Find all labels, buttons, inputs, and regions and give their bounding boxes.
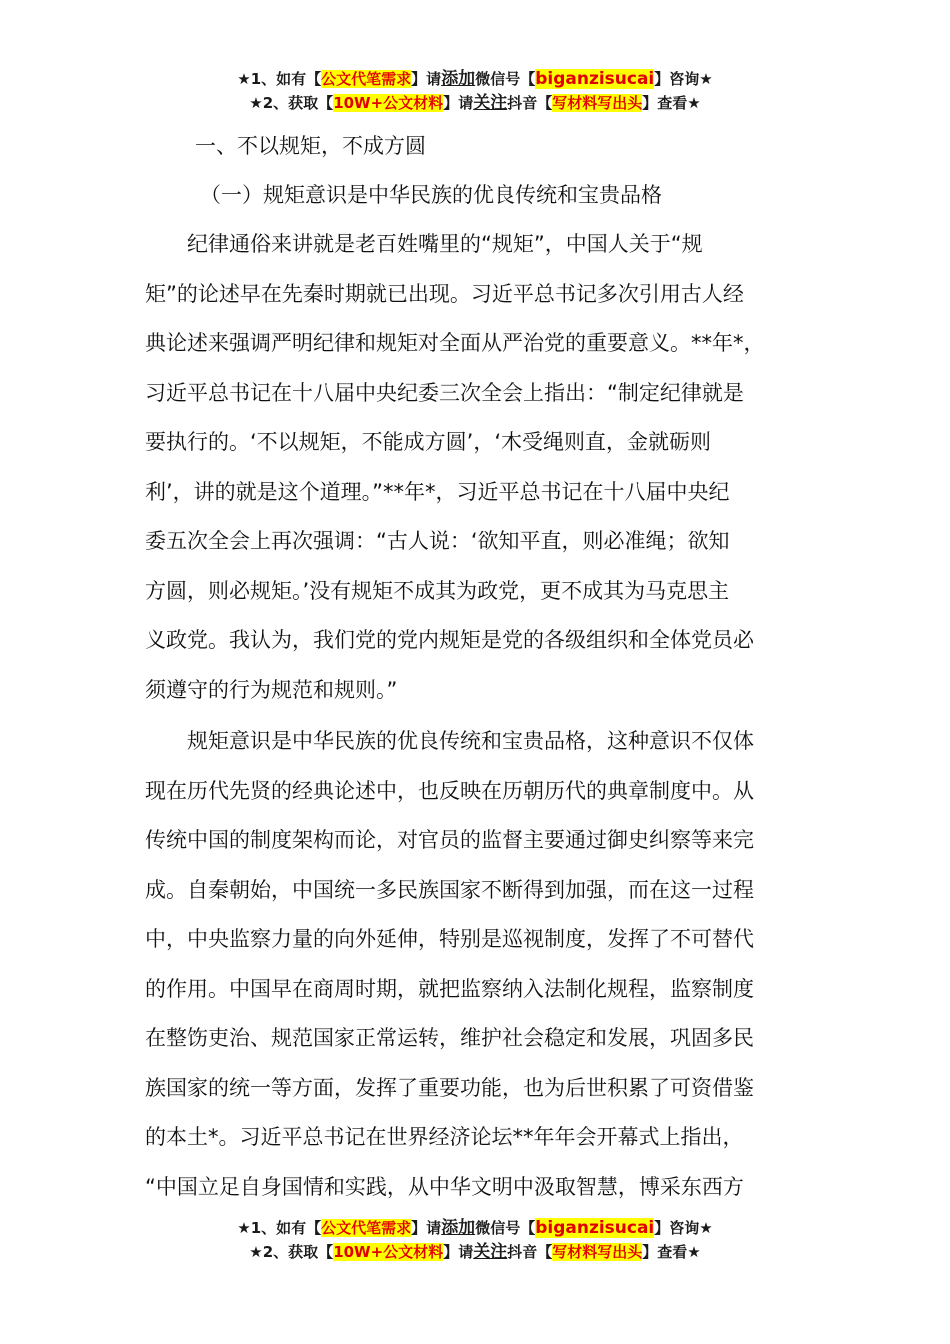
text-line: 在整饬吏治、规范国家正常运转，维护社会稳定和发展，巩固多民 — [145, 1026, 754, 1050]
banner-line-2 — [0, 1240, 950, 1264]
text-line: 现在历代先贤的经典论述中，也反映在历朝历代的典章制度中。从 — [145, 778, 754, 803]
highlight-douyin-account: 写材料写出头 — [552, 1243, 643, 1261]
highlight-materials: 10W+公文材料 — [333, 1243, 444, 1261]
banner-line-1 — [0, 1216, 950, 1240]
banner-text: 2、获取【 — [262, 94, 334, 112]
banner-text: 2、获取【 — [262, 1243, 334, 1261]
section-heading: 一、不以规矩，不成方圆 — [195, 134, 426, 158]
star-icon: ★ — [249, 94, 263, 112]
text-line: 须遵守的行为规范和规则。” — [145, 677, 398, 702]
banner-text: 】查看★ — [642, 94, 701, 112]
banner-emphasis: 添加 — [441, 69, 476, 89]
banner-emphasis: 关注 — [473, 93, 508, 113]
star-icon: ★ — [237, 70, 251, 88]
banner-text: 】请 — [411, 70, 442, 88]
highlight-wechat-id: biganzisucai — [535, 69, 655, 89]
text-line: 传统中国的制度架构而论，对官员的监督主要通过御史纠察等来完 — [145, 828, 754, 852]
banner-text: 】咨询★ — [654, 1219, 713, 1237]
text-line: 中，中央监察力量的向外延伸，特别是巡视制度，发挥了不可替代 — [145, 927, 754, 951]
text-line: 矩”的论述早在先秦时期就已出现。习近平总书记多次引用古人经 — [145, 281, 744, 306]
banner-text: 抖音【 — [507, 94, 553, 112]
text-line: 义政党。我认为，我们党的党内规矩是党的各级组织和全体党员必 — [145, 628, 754, 652]
paragraph-2 — [145, 717, 810, 1212]
text-line: “中国立足自身国情和实践，从中华文明中汲取智慧，博采东西方 — [145, 1174, 744, 1199]
banner-text: 微信号【 — [475, 1219, 536, 1237]
text-line: 委五次全会上再次强调：“古人说：‘欲知平直，则必准绳；欲知 — [145, 529, 730, 553]
footer-banner — [0, 1216, 950, 1264]
subsection-heading: （一）规矩意识是中华民族的优良传统和宝贵品格 — [200, 183, 662, 207]
banner-text: 】咨询★ — [654, 70, 713, 88]
banner-line-1 — [0, 67, 950, 91]
highlight-materials: 10W+公文材料 — [333, 94, 444, 112]
text-line: 的作用。中国早在商周时期，就把监察纳入法制化规程，监察制度 — [145, 976, 754, 1001]
highlight-service: 公文代笔需求 — [321, 70, 412, 88]
highlight-douyin-account: 写材料写出头 — [552, 94, 643, 112]
text-line: 纪律通俗来讲就是老百姓嘴里的“规矩”，中国人关于“规 — [145, 232, 703, 256]
star-icon: ★ — [237, 1219, 251, 1237]
text-line: 的本土*。习近平总书记在世界经济论坛**年年会开幕式上指出， — [145, 1125, 744, 1149]
banner-text: 微信号【 — [475, 70, 536, 88]
paragraph-1 — [145, 220, 810, 715]
banner-text: 】查看★ — [642, 1243, 701, 1261]
text-line: 成。自秦朝始，中国统一多民族国家不断得到加强，而在这一过程 — [145, 877, 754, 902]
banner-text: 1、如有【 — [250, 1219, 322, 1237]
highlight-service: 公文代笔需求 — [321, 1219, 412, 1237]
highlight-wechat-id: biganzisucai — [535, 1218, 655, 1238]
banner-text: 】请 — [443, 94, 474, 112]
banner-emphasis: 关注 — [473, 1242, 508, 1262]
banner-text: 1、如有【 — [250, 70, 322, 88]
text-line: 族国家的统一等方面，发挥了重要功能，也为后世积累了可资借鉴 — [145, 1075, 754, 1100]
text-line: 要执行的。‘不以规矩，不能成方圆’，‘木受绳则直，金就砺则 — [145, 430, 712, 454]
star-icon: ★ — [249, 1243, 263, 1261]
banner-text: 】请 — [411, 1219, 442, 1237]
text-line: 典论述来强调严明纪律和规矩对全面从严治党的重要意义。**年*， — [145, 331, 765, 355]
banner-line-2 — [0, 91, 950, 115]
banner-text: 抖音【 — [507, 1243, 553, 1261]
banner-emphasis: 添加 — [441, 1218, 476, 1238]
banner-text: 】请 — [443, 1243, 474, 1261]
text-line: 习近平总书记在十八届中央纪委三次全会上指出：“制定纪律就是 — [145, 380, 744, 405]
text-line: 利’，讲的就是这个道理。”**年*，习近平总书记在十八届中央纪 — [145, 479, 730, 504]
text-line: 方圆，则必规矩。’没有规矩不成其为政党，更不成其为马克思主 — [145, 578, 730, 603]
text-line: 规矩意识是中华民族的优良传统和宝贵品格，这种意识不仅体 — [145, 729, 754, 753]
header-banner — [0, 67, 950, 115]
